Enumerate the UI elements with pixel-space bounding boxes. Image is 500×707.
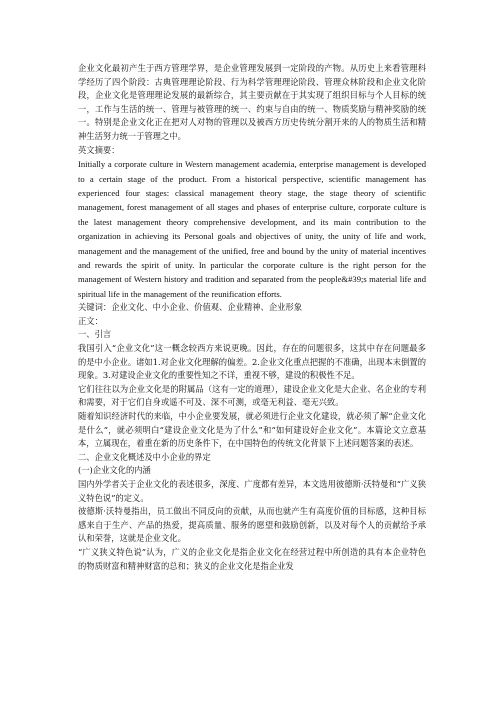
chinese-abstract: 企业文化最初产生于西方管理学界，是企业管理发展到一定阶段的产物。从历史上来看管理科学经历了四个阶段：古典管理理论阶段、行为科学管理理论阶段、管理众林阶段和企业文化阶段，企业文化是管理理论发展的最新综合，其主要贡献在于其实现了组织目标与个人目标的统一，工作与生活的统一、管理与被管理的统一、约束与自由的统一、物质奖励与精神奖励的统一。特别是企业文化正在把对人对物的管理以及被西方历史传统分割开来的人的物质生活和精神生活努力统一于管理之中。 [78, 63, 426, 141]
body-label: 正文： [78, 315, 103, 326]
english-abstract-label: 英文摘要： [78, 144, 120, 155]
english-abstract: Initially a corporate culture in Western management academia, enterprise management is developed to a certain stage of the product. From a historical perspective, scientific management has experienced four stages: classical management theory stage, the stage theory of scientific management, forest management of all stages and phases of enterprise culture, corporate culture is the latest management theory comprehensive development, and its main contribution to the organization in achieving its Personal goals and objectives of unity, the unity of life and work, management and the management of the unified, free and bound by the unity of material incentives and rewards the spirit of unity. In particular the corporate culture is the right person for the management of Western history and tradition and separated from the people&#39;s material life and spiritual life in the management of the reunification efforts. [78, 159, 426, 299]
section-heading-introduction: 一、引言 [78, 329, 112, 340]
document-page [78, 62, 426, 573]
subsection-heading: (一)企业文化的内涵 [78, 465, 151, 476]
body-paragraph: 我国引入“企业文化”这一概念较西方来说更晚。因此，存在的问题很多，这其中存在问题最多的是中小企业。诸如1.对企业文化理解的偏差。2.企业文化重点把握的不准确，出现本末倒置的现象。3.对建设企业文化的重要性知之不详，重视不够，建设的积极性不足。 [78, 343, 426, 381]
body-paragraph: 随着知识经济时代的来临，中小企业要发展，就必须进行企业文化建设，就必须了解“企业文化是什么”，就必须明白“建设企业文化是为了什么”和“如何建设好企业文化”。本篇论文立意基本，立属现在，着重在新的历史条件下，在中国特色的传统文化背景下上述问题答案的表述。 [78, 410, 426, 449]
body-paragraph: 彼德斯·沃特曼指出，员工做出不同反向的贡献，从而也就产生有高度价值的目标感，这种目标感来自于生产、产品的热爱，提高质量、服务的愿望和鼓励创新，以及对每个人的贡献给予承认和荣誉，这就是企业文化。 [78, 506, 426, 544]
keywords: 关键词：企业文化、中小企业、价值观、企业精神、企业形象 [78, 302, 303, 313]
body-paragraph: “广义狭义特色说”认为，广义的企业文化是指企业文化在经营过程中所创造的具有本企业特色的物质财富和精神财富的总和；狭义的企业文化是指企业发 [78, 546, 426, 571]
body-paragraph: 国内外学者关于企业文化的表述很多，深度、广度都有差异，本文选用彼德斯·沃特曼和“广义狭义特色说”的定义。 [78, 478, 426, 503]
section-heading-overview: 二、企业文化概述及中小企业的界定 [78, 451, 211, 462]
body-paragraph: 它们往往以为企业文化是的附属品（这有一定的道理），建设企业文化是大企业、名企业的专利和需要，对于它们自身或遥不可及、深不可测，或毫无利益、毫无兴致。 [78, 383, 426, 408]
